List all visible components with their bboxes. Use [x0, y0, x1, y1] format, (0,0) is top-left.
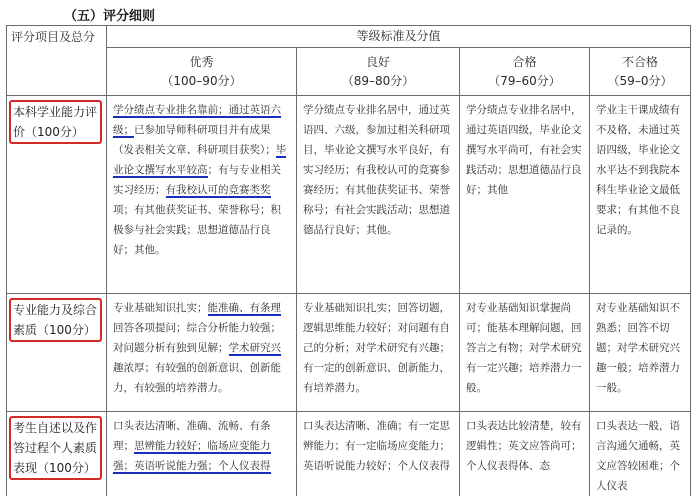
level-fail: 不合格 （59–0分）	[590, 48, 691, 96]
category-label: 专业能力及综合素质（100分）	[9, 298, 102, 342]
criteria-text: 口头表达比较清楚，较有逻辑性；英文应答尚可；个人仪表得体、态	[460, 412, 589, 476]
text-segment: 趣浓厚；有较强的创新意识、创新能力，有较强的培养潜力。	[113, 362, 281, 394]
category-cell	[7, 294, 107, 412]
criteria-text: 专业基础知识扎实；回答切题，逻辑思维能力较好；对问题有自己的分析；对学术研究有兴趣；有一定的创新意识、创新能力，有培养潜力。	[297, 294, 459, 398]
criteria-excellent	[107, 294, 297, 412]
criteria-fail	[590, 96, 691, 294]
criteria-text	[107, 294, 296, 398]
criteria-good	[297, 96, 460, 294]
category-cell	[7, 96, 107, 294]
category-label: 本科学业能力评价（100分）	[9, 100, 102, 144]
criteria-pass	[460, 412, 590, 496]
criteria-text: 口头表达清晰、准确；有一定思辨能力；有一定临场应变能力；英语听说能力较好；个人仪表得	[297, 412, 459, 476]
section-title: （五）评分细则	[64, 5, 155, 24]
criteria-text: 学分绩点专业排名居中，通过英语四、六级，参加过相关科研项目，毕业论文撰写水平良好，有实习经历；有我校认可的竞赛参赛经历；有其他获奖证书、荣誉称号；有社会实践活动；思想道德品行良好；其他。	[297, 96, 459, 240]
criteria-excellent	[107, 412, 297, 496]
table-row	[7, 412, 691, 496]
underlined-text: 有我校认可的竞赛类奖	[166, 184, 271, 198]
criteria-text: 学业主干课成绩有不及格，未通过英语四级，毕业论文水平达不到我院本科生毕业论文最低要求；有其他不良记录的。	[590, 96, 690, 240]
criteria-text: 对专业基础知识不熟悉；回答不切题；对学术研究兴趣一般；培养潜力一般。	[590, 294, 690, 398]
text-segment: 回答各项提问；综合分析能力较强；对问题分析有独到见解；	[113, 322, 281, 354]
criteria-good	[297, 412, 460, 496]
underlined-text: 毕业论文撰写水平较高	[113, 144, 286, 178]
text-segment: 已参加导师科研项目并有成果（发表相关文章、科研项目获奖）；	[113, 124, 276, 156]
criteria-text: 对专业基础知识掌握尚可；能基本理解问题，回答言之有物；对学术研究有一定兴趣；培养潜力一般。	[460, 294, 589, 398]
level-pass: 合格 （79–60分）	[460, 48, 590, 96]
category-label: 考生自述以及作答过程个人素质表现（100分）	[9, 416, 102, 480]
level-excellent: 优秀 （100–90分）	[107, 48, 297, 96]
text-segment: ；有与专业相关实习经历；	[113, 164, 281, 196]
text-segment: 专业基础知识扎实；	[113, 302, 208, 314]
criteria-text: 学分绩点专业排名居中，通过英语四级，毕业论文撰写水平尚可，有社会实践活动；思想道德品行良好；其他	[460, 96, 589, 200]
underlined-text: 能准确、有条理	[208, 302, 282, 316]
header-item-column: 评分项目及总分	[7, 26, 107, 96]
text-segment: 口头表达清晰、准确、流畅、有条理；	[113, 420, 271, 452]
underlined-text: 思辨能力较好；临场应变能力强；英语听说能力强；个人仪表得	[113, 440, 271, 474]
text-segment: 项；有其他获奖证书、荣誉称号；积极参与社会实践；思想道德品行良好；其他。	[113, 204, 281, 256]
table-row	[7, 294, 691, 412]
category-cell	[7, 412, 107, 496]
criteria-good	[297, 294, 460, 412]
header-levels-title: 等级标准及分值	[107, 26, 691, 48]
underlined-text: 学分绩点专业排名靠前；通过英语六级；	[113, 104, 281, 138]
criteria-excellent	[107, 96, 297, 294]
table-row	[7, 96, 691, 294]
underlined-text: 学术研究兴	[229, 342, 282, 356]
criteria-fail	[590, 294, 691, 412]
level-good: 良好 （89–80分）	[297, 48, 460, 96]
criteria-text	[107, 96, 296, 260]
criteria-pass	[460, 294, 590, 412]
criteria-pass	[460, 96, 590, 294]
criteria-fail	[590, 412, 691, 496]
criteria-text	[107, 412, 296, 476]
scoring-table	[6, 25, 691, 496]
criteria-text: 口头表达一般，语言沟通欠通畅，英文应答较困难；个人仪表	[590, 412, 690, 496]
